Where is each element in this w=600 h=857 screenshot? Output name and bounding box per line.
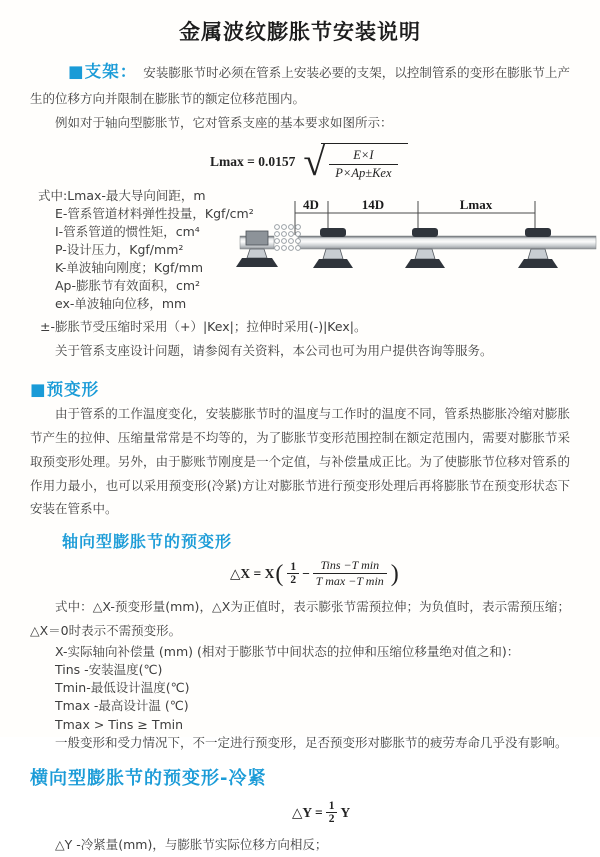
definition-line: K-单波轴向刚度；Kgf/mm (55, 259, 203, 275)
lateral-formula-explain: △Y -冷紧量(mm)，与膨胀节实际位移方向相反； (55, 837, 328, 853)
definition-line: 一般变形和受力情况下，不一定进行预变形，足否预变形对膨胀节的疲劳寿命几乎没有影响。 (55, 734, 568, 750)
sqrt-body (321, 143, 407, 181)
lateral-predeform-heading: 横向型膨胀节的预变形-冷紧 (30, 768, 267, 790)
definition-line: ex-单波轴向位移，mm (55, 295, 187, 311)
lateral-formula-prefix: △Y = (292, 804, 323, 820)
open-paren: ( (275, 560, 284, 587)
dim-label-14d: 14D (361, 196, 385, 212)
half-denominator: 2 (326, 812, 338, 825)
axial-predeform-formula (230, 558, 570, 589)
definition-line: Ap-膨胀节有效面积，cm² (55, 277, 201, 293)
half-denominator: 2 (287, 573, 299, 586)
support-section-heading: ■支架： (68, 62, 138, 81)
lateral-predeform-formula (292, 800, 570, 825)
dim-label-lmax: Lmax (459, 196, 493, 212)
page-title: 金属波纹膨胀节安装说明 (179, 20, 421, 44)
lmax-fraction-denominator: P×Ap±Kex (329, 164, 397, 181)
minus-operator: − (302, 565, 310, 581)
pipe (298, 236, 596, 249)
close-paren: ) (390, 560, 399, 587)
support-intro-text: 安装膨胀节时必须在管系上安装必要的支架，以控制管系的变形在膨胀节上产生的位移方向并限制在膨胀节的额定位移范围内。 (30, 65, 570, 107)
definition-line: E-管系管道材料弹性投量，Kgf/cm² (55, 205, 254, 221)
temperature-fraction (313, 558, 387, 589)
definition-line: Tmin-最低设计温度(℃) (55, 680, 190, 696)
axial-formula-prefix: △X = X (230, 565, 275, 581)
dim-label-4d: 4D (303, 196, 319, 212)
lmax-formula (210, 138, 570, 184)
half-numerator: 1 (290, 561, 297, 574)
pipe-support-diagram (238, 191, 598, 286)
lmax-formula-lhs: Lmax = 0.0157 (210, 153, 296, 169)
axial-predeform-heading: 轴向型膨胀节的预变形 (62, 532, 233, 552)
sqrt-radical (303, 138, 407, 184)
plusminus-note-line: ±-膨胀节受压缩时采用（+）|Kex|；拉伸时采用(-)|Kex|。 (40, 318, 367, 334)
definition-line: P-设计压力，Kgf/mm² (55, 241, 184, 257)
lateral-formula-suffix: Y (340, 804, 351, 820)
sqrt-sign-glyph: √ (303, 138, 326, 184)
bellows-icon (275, 224, 301, 250)
definition-line: I-管系管道的惯性矩，cm⁴ (55, 223, 200, 239)
one-half-fraction (326, 800, 338, 825)
support-intro-paragraph (30, 56, 570, 111)
temperature-numerator: Tins −T min (320, 558, 380, 573)
definition-line: Tins -安装温度(℃) (55, 661, 163, 677)
definition-line: Tmax -最高设计温 (℃) (55, 698, 189, 714)
definitions-and-diagram (30, 187, 570, 315)
one-half-fraction (287, 561, 299, 586)
definition-line: Tmax > Tins ≥ Tmin (55, 716, 184, 732)
temperature-denominator: T max −T min (313, 573, 387, 589)
lmax-fraction (329, 148, 397, 181)
consulting-note-line: 关于管系支座设计问题，请参阅有关资料，本公司也可为用户提供咨询等服务。 (55, 342, 493, 358)
half-numerator: 1 (328, 800, 335, 813)
axial-formula-explain: 式中：△X-预变形量(mm)，△X为正值时，表示膨张节需预拉伸；为负值时，表示需预压缩；△X＝0时表示不需预变形。 (30, 599, 570, 638)
support-example-line: 例如对于轴向型膨胀节，它对管系支座的基本要求如图所示： (55, 115, 393, 131)
predeform-body-paragraph: 由于管系的工作温度变化，安装膨胀节时的温度与工作时的温度不同，管系热膨胀冷缩对膨胀节产生的拉伸、压缩量常常是不均等的，为了膨胀节变形范围控制在额定范围内，需要对膨胀节采取预变形处理。另外，由于膨账节刚度是一个定值，与补偿量成正比。为了使膨胀节位移对管系的作用力最小，也可以采用预变形(冷紧)方让对膨胀节进行预变形处理后再将膨胀节在预变形状态下安装在管系中。 (30, 406, 570, 517)
definition-line: X-实际轴向补偿量 (mm) (相对于膨胀节中间状态的拉伸和压缩位移量绝对值之和)： (55, 643, 520, 659)
lmax-fraction-numerator: E×I (353, 147, 374, 162)
definition-line: 式中:Lmax-最大导向间距，m (38, 187, 206, 203)
predeform-section-heading: ■预变形 (30, 380, 100, 400)
axial-definitions-list (30, 643, 570, 753)
